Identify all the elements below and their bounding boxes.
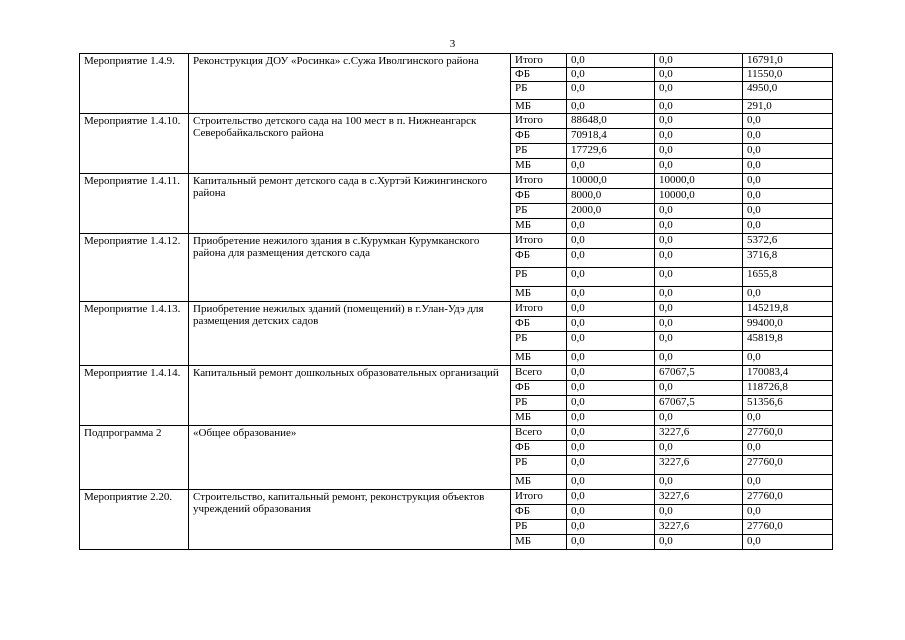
source-cell: ФБ (511, 189, 567, 204)
source-cell: Итого (511, 234, 567, 249)
value-cell-2: 0,0 (655, 204, 743, 219)
value-cell-1: 0,0 (567, 426, 655, 441)
value-cell-1: 0,0 (567, 100, 655, 114)
value-cell-2: 0,0 (655, 268, 743, 287)
source-cell: РБ (511, 204, 567, 219)
value-cell-3: 27760,0 (743, 456, 833, 475)
value-cell-2: 0,0 (655, 441, 743, 456)
value-cell-3: 0,0 (743, 475, 833, 490)
value-cell-1: 0,0 (567, 302, 655, 317)
value-cell-3: 3716,8 (743, 249, 833, 268)
source-cell: ФБ (511, 249, 567, 268)
source-cell: РБ (511, 332, 567, 351)
value-cell-2: 0,0 (655, 68, 743, 82)
value-cell-1: 0,0 (567, 396, 655, 411)
source-cell: РБ (511, 396, 567, 411)
source-cell: ФБ (511, 441, 567, 456)
value-cell-3: 0,0 (743, 114, 833, 129)
value-cell-1: 10000,0 (567, 174, 655, 189)
value-cell-3: 11550,0 (743, 68, 833, 82)
value-cell-2: 0,0 (655, 332, 743, 351)
source-cell: МБ (511, 475, 567, 490)
source-cell: Итого (511, 114, 567, 129)
value-cell-1: 88648,0 (567, 114, 655, 129)
value-cell-1: 0,0 (567, 535, 655, 550)
description-cell: Строительство, капитальный ремонт, реконструкция объектов учреждений образования (189, 490, 511, 550)
value-cell-2: 3227,6 (655, 426, 743, 441)
description-cell: Приобретение нежилых зданий (помещений) в г.Улан-Удэ для размещения детских садов (189, 302, 511, 366)
value-cell-1: 0,0 (567, 411, 655, 426)
table-row (80, 366, 833, 381)
value-cell-3: 170083,4 (743, 366, 833, 381)
value-cell-3: 45819,8 (743, 332, 833, 351)
value-cell-1: 0,0 (567, 159, 655, 174)
value-cell-3: 0,0 (743, 535, 833, 550)
value-cell-2: 10000,0 (655, 174, 743, 189)
value-cell-1: 0,0 (567, 317, 655, 332)
source-cell: Итого (511, 490, 567, 505)
value-cell-3: 291,0 (743, 100, 833, 114)
description-cell: Строительство детского сада на 100 мест в п. Нижнеангарск Северобайкальского района (189, 114, 511, 174)
source-cell: Итого (511, 302, 567, 317)
value-cell-3: 1655,8 (743, 268, 833, 287)
source-cell: Итого (511, 54, 567, 68)
value-cell-2: 0,0 (655, 54, 743, 68)
value-cell-3: 16791,0 (743, 54, 833, 68)
table-row (80, 54, 833, 68)
source-cell: Всего (511, 366, 567, 381)
value-cell-2: 0,0 (655, 475, 743, 490)
value-cell-2: 0,0 (655, 381, 743, 396)
source-cell: РБ (511, 82, 567, 100)
description-cell: «Общее образование» (189, 426, 511, 490)
table-row (80, 490, 833, 505)
table-row (80, 302, 833, 317)
value-cell-2: 0,0 (655, 234, 743, 249)
value-cell-3: 0,0 (743, 411, 833, 426)
source-cell: МБ (511, 287, 567, 302)
value-cell-3: 0,0 (743, 204, 833, 219)
value-cell-1: 0,0 (567, 441, 655, 456)
source-cell: ФБ (511, 317, 567, 332)
value-cell-1: 17729,6 (567, 144, 655, 159)
event-cell: Мероприятие 1.4.10. (80, 114, 189, 174)
value-cell-2: 0,0 (655, 317, 743, 332)
value-cell-3: 99400,0 (743, 317, 833, 332)
value-cell-3: 51356,6 (743, 396, 833, 411)
value-cell-2: 0,0 (655, 411, 743, 426)
value-cell-2: 0,0 (655, 129, 743, 144)
source-cell: ФБ (511, 381, 567, 396)
table-row (80, 234, 833, 249)
value-cell-2: 0,0 (655, 100, 743, 114)
value-cell-1: 0,0 (567, 366, 655, 381)
event-cell: Подпрограмма 2 (80, 426, 189, 490)
value-cell-2: 0,0 (655, 287, 743, 302)
value-cell-1: 0,0 (567, 456, 655, 475)
source-cell: Итого (511, 174, 567, 189)
value-cell-2: 67067,5 (655, 366, 743, 381)
source-cell: РБ (511, 144, 567, 159)
description-cell: Капитальный ремонт детского сада в с.Хуртэй Кижингинского района (189, 174, 511, 234)
value-cell-2: 3227,6 (655, 490, 743, 505)
source-cell: РБ (511, 520, 567, 535)
value-cell-1: 8000,0 (567, 189, 655, 204)
value-cell-3: 145219,8 (743, 302, 833, 317)
value-cell-3: 0,0 (743, 351, 833, 366)
event-cell: Мероприятие 1.4.13. (80, 302, 189, 366)
event-cell: Мероприятие 1.4.11. (80, 174, 189, 234)
source-cell: ФБ (511, 129, 567, 144)
source-cell: МБ (511, 351, 567, 366)
value-cell-1: 0,0 (567, 54, 655, 68)
value-cell-1: 70918,4 (567, 129, 655, 144)
value-cell-2: 0,0 (655, 219, 743, 234)
source-cell: ФБ (511, 68, 567, 82)
value-cell-2: 3227,6 (655, 456, 743, 475)
value-cell-2: 0,0 (655, 505, 743, 520)
value-cell-3: 118726,8 (743, 381, 833, 396)
budget-table (79, 53, 833, 550)
event-cell: Мероприятие 1.4.12. (80, 234, 189, 302)
event-cell: Мероприятие 1.4.9. (80, 54, 189, 114)
value-cell-1: 0,0 (567, 82, 655, 100)
value-cell-3: 0,0 (743, 287, 833, 302)
source-cell: МБ (511, 159, 567, 174)
value-cell-1: 0,0 (567, 475, 655, 490)
source-cell: МБ (511, 535, 567, 550)
value-cell-1: 0,0 (567, 287, 655, 302)
value-cell-3: 0,0 (743, 505, 833, 520)
source-cell: РБ (511, 268, 567, 287)
source-cell: ФБ (511, 505, 567, 520)
budget-table-body (80, 54, 833, 550)
value-cell-1: 0,0 (567, 490, 655, 505)
value-cell-1: 0,0 (567, 268, 655, 287)
value-cell-2: 0,0 (655, 82, 743, 100)
value-cell-3: 0,0 (743, 189, 833, 204)
value-cell-3: 27760,0 (743, 520, 833, 535)
value-cell-1: 0,0 (567, 381, 655, 396)
value-cell-2: 0,0 (655, 249, 743, 268)
value-cell-1: 0,0 (567, 219, 655, 234)
value-cell-2: 3227,6 (655, 520, 743, 535)
value-cell-3: 0,0 (743, 174, 833, 189)
value-cell-2: 0,0 (655, 535, 743, 550)
event-cell: Мероприятие 2.20. (80, 490, 189, 550)
value-cell-1: 0,0 (567, 520, 655, 535)
value-cell-3: 0,0 (743, 129, 833, 144)
table-row (80, 174, 833, 189)
event-cell: Мероприятие 1.4.14. (80, 366, 189, 426)
description-cell: Реконструкция ДОУ «Росинка» с.Сужа Иволгинского района (189, 54, 511, 114)
description-cell: Капитальный ремонт дошкольных образовательных организаций (189, 366, 511, 426)
source-cell: МБ (511, 411, 567, 426)
value-cell-1: 2000,0 (567, 204, 655, 219)
value-cell-3: 5372,6 (743, 234, 833, 249)
value-cell-1: 0,0 (567, 249, 655, 268)
value-cell-2: 0,0 (655, 351, 743, 366)
value-cell-2: 67067,5 (655, 396, 743, 411)
value-cell-2: 0,0 (655, 114, 743, 129)
value-cell-3: 27760,0 (743, 490, 833, 505)
table-row (80, 426, 833, 441)
value-cell-3: 27760,0 (743, 426, 833, 441)
value-cell-2: 10000,0 (655, 189, 743, 204)
description-cell: Приобретение нежилого здания в с.Курумкан Курумканского района для размещения детского сада (189, 234, 511, 302)
value-cell-1: 0,0 (567, 351, 655, 366)
value-cell-1: 0,0 (567, 505, 655, 520)
source-cell: МБ (511, 219, 567, 234)
value-cell-3: 4950,0 (743, 82, 833, 100)
value-cell-3: 0,0 (743, 144, 833, 159)
value-cell-1: 0,0 (567, 68, 655, 82)
page-number: 3 (449, 38, 456, 50)
value-cell-3: 0,0 (743, 159, 833, 174)
value-cell-2: 0,0 (655, 159, 743, 174)
source-cell: Всего (511, 426, 567, 441)
value-cell-1: 0,0 (567, 332, 655, 351)
source-cell: РБ (511, 456, 567, 475)
value-cell-3: 0,0 (743, 441, 833, 456)
value-cell-3: 0,0 (743, 219, 833, 234)
value-cell-2: 0,0 (655, 144, 743, 159)
source-cell: МБ (511, 100, 567, 114)
value-cell-1: 0,0 (567, 234, 655, 249)
value-cell-2: 0,0 (655, 302, 743, 317)
table-row (80, 114, 833, 129)
